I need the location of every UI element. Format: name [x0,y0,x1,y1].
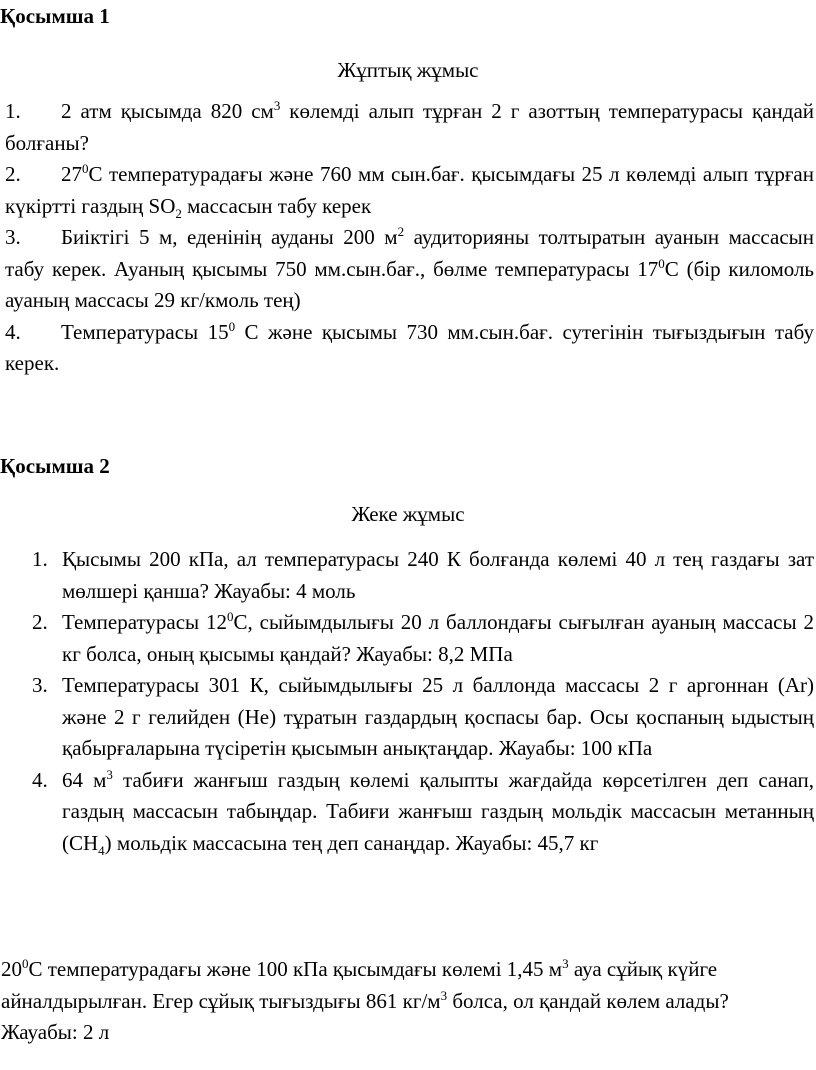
section1-task-1 [5,96,814,159]
task-number: 3. [32,673,48,697]
task-text: Биіктігі 5 м, еденінің ауданы 200 м [61,225,398,249]
task-text: көлемді алып тұрған 2 г азоттың температурасы қандай болғаны? [5,99,814,155]
section1-title: Қосымша 1 [0,4,110,28]
superscript: 3 [440,987,448,1003]
section2-task-2 [0,607,814,670]
task-text: 2 атм қысымда 820 см [61,99,274,123]
section2-task-4 [0,765,814,860]
task-text: Қысымы 200 кПа, ал температурасы 240 К болғанда көлемі 40 л тең газдағы зат мөлшері қанша? Жауабы: 4 моль [62,547,814,603]
task-number: 4. [32,767,48,792]
task-number: 2. [32,610,48,634]
task-number: 3. [5,225,21,249]
superscript: 0 [82,161,89,176]
superscript: 2 [397,224,405,239]
superscript: 0 [228,318,236,334]
section1-task-4 [5,317,814,380]
task-text: массасын табу керек [181,193,372,218]
section1-subtitle: Жұптық жұмыс [337,58,479,82]
section2-task-3 [0,670,814,765]
section2-title: Қосымша 2 [0,454,110,478]
superscript: 3 [106,766,113,782]
superscript: 0 [658,255,665,271]
task-text: аудиторияны толтыратын ауанын массасын табу керек. Ауаның қысымы 750 мм.сын.бағ., бөлме температурасы 17 [5,225,814,281]
task-number: 4. [5,319,21,344]
section2-subtitle: Жеке жұмыс [351,502,465,526]
task-text: Температурасы 301 К, сыйымдылығы 25 л баллонда массасы 2 г аргоннан (Ar) және 2 г гелийден (Не) тұратын газдардың қоспасы бар. Осы қоспаның ыдыстың қабырғаларына түсіретін қысымын анықтаңдар. Жауабы: 100 кПа [62,673,814,760]
section1-task-3 [5,222,814,317]
section2-task-1 [0,544,814,607]
task-text: 27 [61,162,82,186]
task-text: болса, ол қандай көлем алады? Жауабы: 2 л [1,988,729,1044]
task-text: 64 м [62,767,107,792]
task-text: ) мольдік массасына тең деп санаңдар. Жауабы: 45,7 кг [104,830,599,855]
section1-task-list [5,96,814,380]
task-number: 1. [32,547,48,571]
section2-task-list [0,544,816,859]
task-text: Температурасы 12 [62,610,228,634]
task-text: С температурадағы және 760 мм сын.бағ. қысымдағы 25 л көлемді алып тұрған күкіртті газдың SO [5,162,814,218]
task-text: С температурадағы және 100 кПа қысымдағы көлемі 1,45 м [28,957,563,981]
superscript: 3 [273,98,281,113]
section1-task-2 [5,159,814,222]
subscript: 4 [98,842,105,858]
task-text: Температурасы 15 [61,319,229,344]
superscript: 0 [227,609,234,624]
task-number: 2. [5,162,21,186]
task-number: 1. [5,99,21,123]
task-text: ауа сұйық күйге айналдырылған. Егер сұйық тығыздығы 861 кг/м [1,957,718,1013]
task-text: С, сыйымдылығы 20 л баллондағы сығылған ауаның массасы 2 кг болса, оның қысымы қандай? Жауабы: 8,2 МПа [62,610,814,666]
superscript: 3 [562,956,569,971]
superscript: 0 [22,956,29,971]
task-text: С және қысымы 730 мм.сын.бағ. сутегінін тығыздығын табу керек. [5,319,814,375]
final-task [1,954,801,1049]
task-text: табиғи жанғыш газдың көлемі қалыпты жағдайда көрсетілген деп санап, газдың массасын табыңдар. Табиғи жанғыш газдың мольдік массасын метанның (СН [62,767,814,855]
task-text: 20 [1,957,22,981]
task-text: С (бір киломоль ауаның массасы 29 кг/кмоль тең) [5,256,815,312]
subscript: 2 [175,205,182,221]
